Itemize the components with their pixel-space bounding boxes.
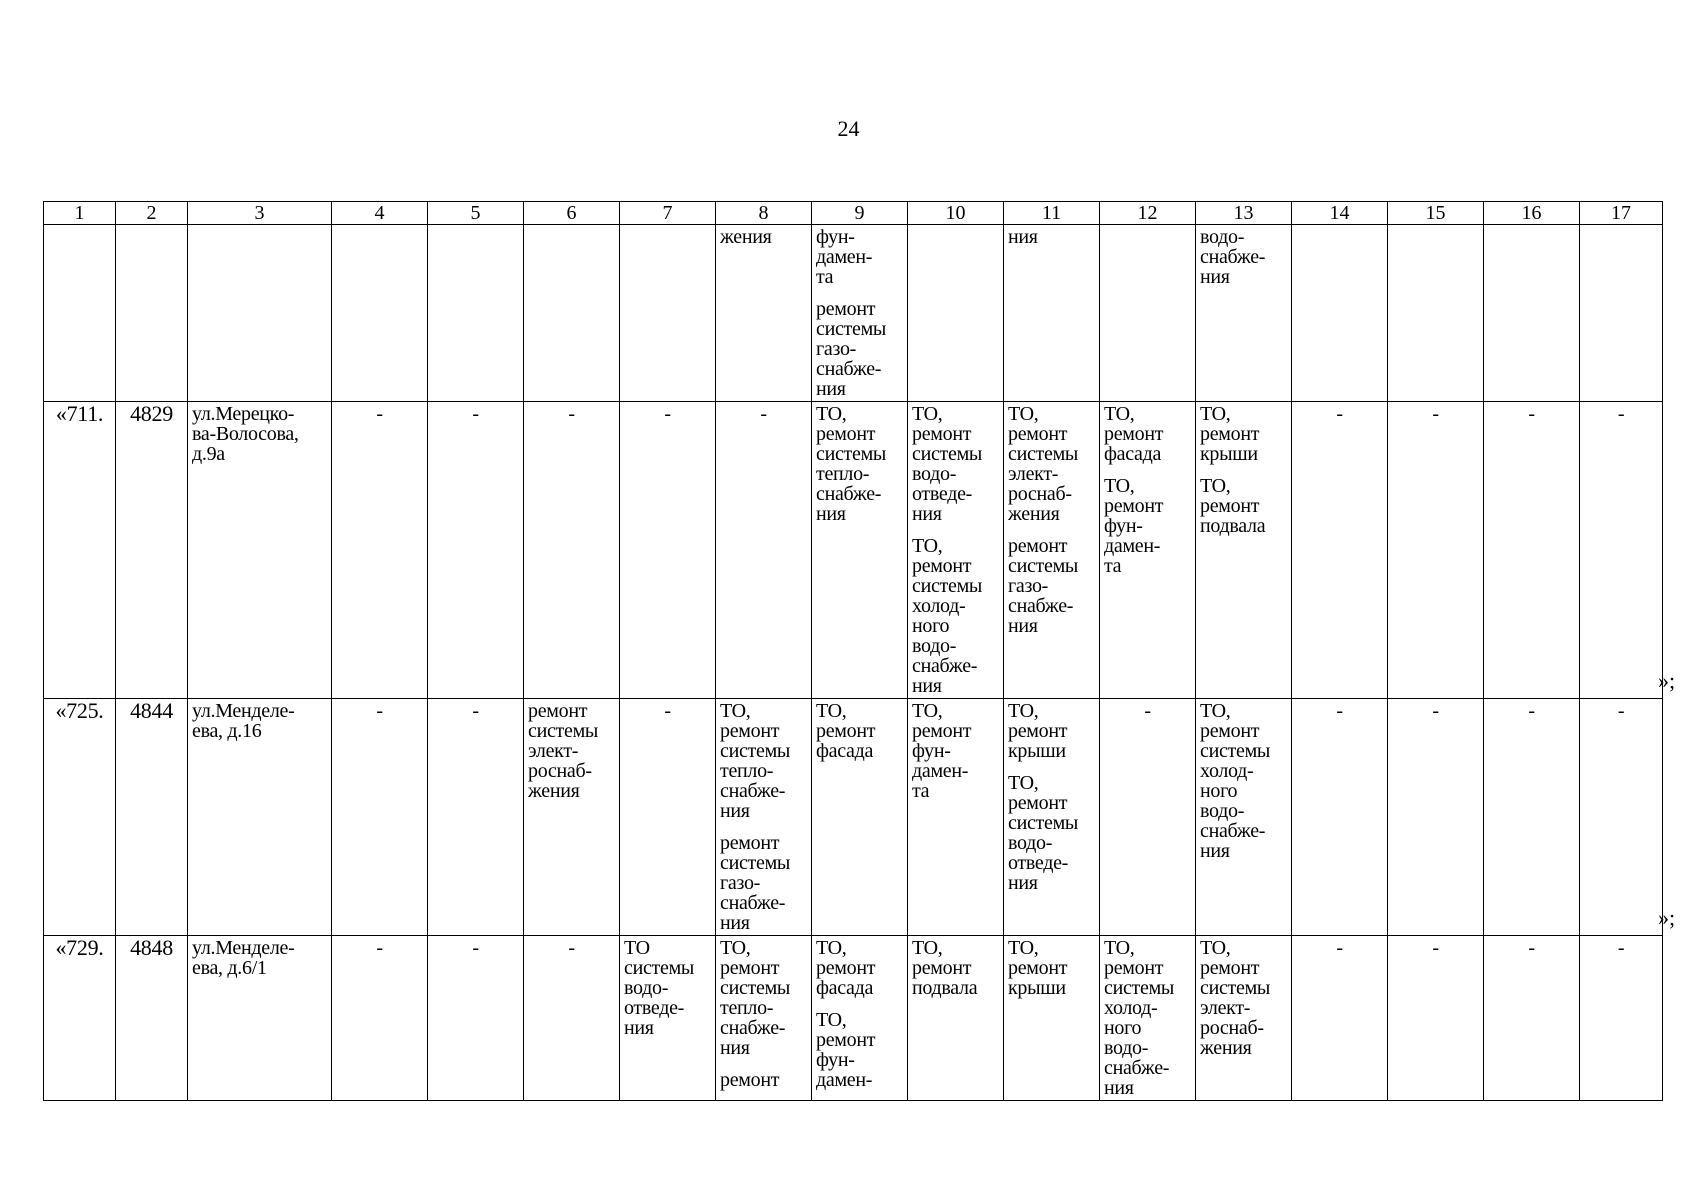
table-cell — [908, 699, 1004, 936]
column-number: 13 — [1196, 202, 1292, 225]
table-cell — [1196, 699, 1292, 936]
table-cell — [1484, 225, 1580, 402]
table-cell — [716, 936, 812, 1101]
table-cell — [716, 699, 812, 936]
cell-text: ТО, ремонт фасада — [1104, 403, 1164, 465]
cell-text: - — [376, 700, 383, 722]
cell-text: ТО системы водо- отведе- ния — [624, 937, 695, 1039]
table-cell — [620, 225, 716, 402]
table-cell — [332, 699, 428, 936]
table-cell — [428, 225, 524, 402]
table-cell — [1388, 402, 1484, 699]
cell-text: - — [376, 403, 383, 425]
table-cell — [188, 699, 332, 936]
table-cell — [812, 225, 908, 402]
cell-text: - — [568, 403, 575, 425]
column-number: 15 — [1388, 202, 1484, 225]
table-cell — [1580, 699, 1663, 936]
column-number: 5 — [428, 202, 524, 225]
table-cell — [1292, 225, 1388, 402]
table-cell — [1100, 936, 1196, 1101]
cell-text: ТО, ремонт системы тепло- снабже- ния — [816, 403, 887, 525]
works-table — [43, 201, 1663, 1101]
cell-text: - — [664, 700, 671, 722]
cell-text: - — [1432, 700, 1439, 722]
row-closing-quote: »; — [1658, 668, 1676, 693]
table-cell — [1484, 936, 1580, 1101]
table-cell — [188, 225, 332, 402]
cell-text: ТО, ремонт крыши — [1200, 403, 1260, 465]
cell-text: ТО, ремонт системы водо- отведе- ния — [1008, 772, 1079, 894]
cell-text: ремонт системы газо- снабже- ния — [1008, 535, 1079, 637]
table-row — [44, 699, 1663, 936]
cell-text: ТО, ремонт системы холод- ного водо- снабже- ния — [1104, 937, 1175, 1099]
table-cell — [1196, 402, 1292, 699]
cell-text: - — [1432, 403, 1439, 425]
table-cell — [1388, 699, 1484, 936]
cell-text: 4844 — [130, 698, 173, 723]
cell-text: ТО, ремонт системы элект- роснаб- жения — [1200, 937, 1271, 1059]
table-cell — [908, 936, 1004, 1101]
table-cell — [332, 936, 428, 1101]
cell-text: ТО, ремонт системы элект- роснаб- жения — [1008, 403, 1079, 525]
cell-text: - — [1617, 937, 1625, 959]
cell-text: - — [1528, 937, 1535, 959]
cell-text: ул.Мерецко- ва-Волосова, д.9а — [192, 403, 299, 465]
table-cell — [1292, 402, 1388, 699]
table-cell — [428, 402, 524, 699]
column-number: 9 — [812, 202, 908, 225]
table-cell — [716, 402, 812, 699]
table-cell — [1580, 225, 1663, 402]
cell-text: - — [472, 403, 479, 425]
table-cell — [44, 402, 116, 699]
cell-text: - — [1336, 700, 1343, 722]
column-number: 3 — [188, 202, 332, 225]
table-cell — [1196, 936, 1292, 1101]
column-number: 11 — [1004, 202, 1100, 225]
table-cell — [620, 936, 716, 1101]
table-cell — [1580, 402, 1663, 699]
table-cell — [716, 225, 812, 402]
cell-text: ТО, ремонт крыши — [1008, 937, 1068, 999]
table-cell — [116, 402, 188, 699]
cell-text: - — [1617, 700, 1625, 722]
column-number: 8 — [716, 202, 812, 225]
cell-text: ТО, ремонт системы тепло- снабже- ния — [720, 700, 791, 822]
table-cell — [620, 402, 716, 699]
table-cell — [44, 699, 116, 936]
cell-text: ТО, ремонт фун- дамен- та — [912, 700, 972, 802]
table-cell — [908, 225, 1004, 402]
column-number: 10 — [908, 202, 1004, 225]
cell-text: ТО, ремонт фасада — [816, 700, 876, 762]
table-cell — [1388, 225, 1484, 402]
cell-text: ТО, ремонт подвала — [1200, 475, 1266, 537]
table-cell — [188, 936, 332, 1101]
table-cell — [1100, 225, 1196, 402]
cell-text: водо- снабже- ния — [1200, 226, 1266, 288]
column-number: 7 — [620, 202, 716, 225]
cell-text: - — [1432, 937, 1439, 959]
table-cell — [524, 402, 620, 699]
row-closing-quote: »; — [1658, 905, 1676, 930]
cell-text: - — [472, 700, 479, 722]
column-number: 17 — [1580, 202, 1663, 225]
cell-text: - — [568, 937, 575, 959]
table-cell — [1004, 936, 1100, 1101]
cell-text: ТО, ремонт фун- дамен- — [816, 1009, 876, 1091]
table-cell — [428, 936, 524, 1101]
cell-text: ТО, ремонт системы водо- отведе- ния — [912, 403, 983, 525]
cell-text: - — [1336, 937, 1343, 959]
table-cell — [812, 402, 908, 699]
table-cell — [908, 402, 1004, 699]
cell-text: - — [1617, 403, 1625, 425]
cell-text: ремонт системы газо- снабже- ния — [816, 298, 887, 400]
table-row — [44, 225, 1663, 402]
cell-text: - — [760, 403, 767, 425]
cell-text: ТО, ремонт фун- дамен- та — [1104, 475, 1164, 577]
cell-text: ТО, ремонт крыши — [1008, 700, 1068, 762]
cell-text: ния — [1008, 226, 1038, 248]
column-number: 14 — [1292, 202, 1388, 225]
table-cell — [1580, 936, 1663, 1101]
table-cell — [1004, 402, 1100, 699]
cell-text: «711. — [55, 401, 104, 426]
table-cell — [188, 402, 332, 699]
cell-text: ТО, ремонт системы холод- ного водо- снабже- ния — [1200, 700, 1271, 862]
cell-text: - — [1528, 403, 1535, 425]
table-cell — [1196, 225, 1292, 402]
cell-text: ТО, ремонт системы тепло- снабже- ния — [720, 937, 791, 1059]
table-cell — [116, 936, 188, 1101]
cell-text: ТО, ремонт подвала — [912, 937, 978, 999]
table-cell — [1484, 402, 1580, 699]
table-row — [44, 936, 1663, 1101]
cell-text: «725. — [55, 698, 104, 723]
column-number: 16 — [1484, 202, 1580, 225]
table-cell — [332, 225, 428, 402]
cell-text: фун- дамен- та — [816, 226, 873, 288]
table-cell — [332, 402, 428, 699]
table-cell — [1004, 699, 1100, 936]
page-number: 24 — [837, 116, 860, 141]
table-cell — [1484, 699, 1580, 936]
table-cell — [524, 936, 620, 1101]
cell-text: - — [1528, 700, 1535, 722]
cell-text: 4829 — [130, 401, 173, 426]
cell-text: ул.Менделе- ева, д.6/1 — [192, 937, 295, 979]
cell-text: ТО, ремонт фасада — [816, 937, 876, 999]
table-cell — [1004, 225, 1100, 402]
table-cell — [1100, 402, 1196, 699]
table-cell — [1100, 699, 1196, 936]
column-number: 6 — [524, 202, 620, 225]
table-cell — [44, 936, 116, 1101]
table-header-row — [44, 202, 1663, 225]
table-cell — [812, 936, 908, 1101]
cell-text: ремонт — [720, 1069, 780, 1091]
cell-text: «729. — [55, 935, 104, 960]
table-cell — [116, 699, 188, 936]
table-cell — [428, 699, 524, 936]
table-cell — [620, 699, 716, 936]
column-number: 2 — [116, 202, 188, 225]
column-number: 1 — [44, 202, 116, 225]
table-cell — [524, 225, 620, 402]
column-number: 12 — [1100, 202, 1196, 225]
table-cell — [1388, 936, 1484, 1101]
table-cell — [812, 699, 908, 936]
cell-text: - — [472, 937, 479, 959]
cell-text: ул.Менделе- ева, д.16 — [192, 700, 295, 742]
cell-text: - — [1336, 403, 1343, 425]
table-cell — [1292, 699, 1388, 936]
cell-text: - — [376, 937, 383, 959]
cell-text: - — [664, 403, 671, 425]
table-cell — [524, 699, 620, 936]
table-cell — [44, 225, 116, 402]
table-cell — [116, 225, 188, 402]
cell-text: ремонт системы элект- роснаб- жения — [528, 700, 599, 802]
cell-text: жения — [720, 226, 772, 248]
table-cell — [1292, 936, 1388, 1101]
cell-text: ТО, ремонт системы холод- ного водо- снабже- ния — [912, 535, 983, 697]
cell-text: ремонт системы газо- снабже- ния — [720, 832, 791, 934]
cell-text: 4848 — [130, 935, 173, 960]
cell-text: - — [1144, 700, 1151, 722]
table-row — [44, 402, 1663, 699]
column-number: 4 — [332, 202, 428, 225]
